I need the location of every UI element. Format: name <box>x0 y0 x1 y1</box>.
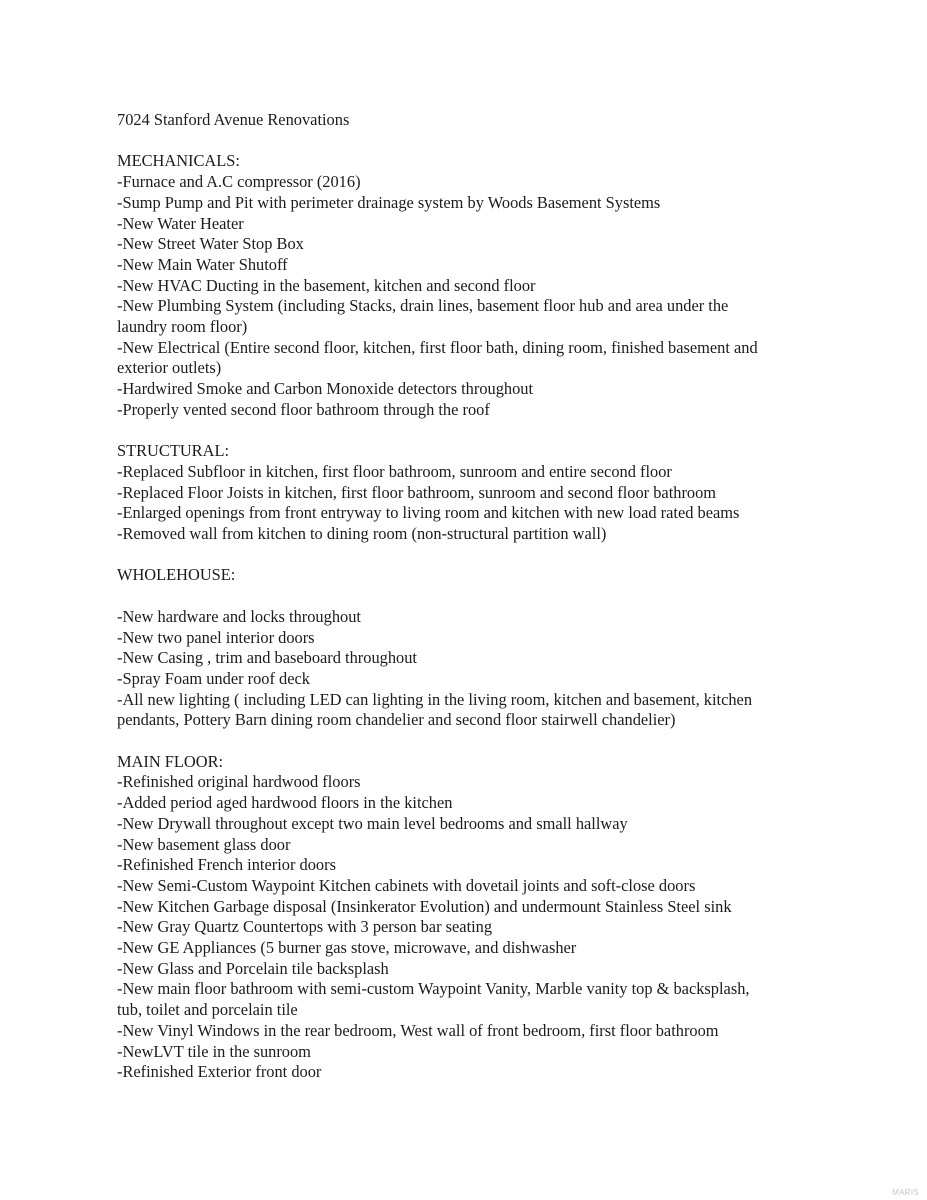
list-item: -New main floor bathroom with semi-custom Waypoint Vanity, Marble vanity top & backsplash, <box>117 979 750 999</box>
list-item: -New Kitchen Garbage disposal (Insinkerator Evolution) and undermount Stainless Steel sink <box>117 896 732 916</box>
list-item: -New HVAC Ducting in the basement, kitchen and second floor <box>117 275 536 295</box>
spacer <box>117 131 897 152</box>
list-item: -New basement glass door <box>117 834 291 854</box>
spacer <box>117 731 897 752</box>
list-item: -New Gray Quartz Countertops with 3 person bar seating <box>117 917 493 937</box>
list-item: -NewLVT tile in the sunroom <box>117 1041 311 1061</box>
spacer <box>117 545 897 566</box>
list-item: -Furnace and A.C compressor (2016) <box>117 172 361 192</box>
list-item: -New Plumbing System (including Stacks, drain lines, basement floor hub and area under the <box>117 296 729 316</box>
document-title: 7024 Stanford Avenue Renovations <box>117 110 350 129</box>
list-item: -Refinished original hardwood floors <box>117 772 361 792</box>
list-item: -Removed wall from kitchen to dining room (non-structural partition wall) <box>117 524 607 544</box>
list-item: -Hardwired Smoke and Carbon Monoxide detectors throughout <box>117 379 534 399</box>
list-item: -Spray Foam under roof deck <box>117 668 310 688</box>
list-item: -New Drywall throughout except two main level bedrooms and small hallway <box>117 813 628 833</box>
list-item: -Sump Pump and Pit with perimeter drainage system by Woods Basement Systems <box>117 192 661 212</box>
list-item: -New two panel interior doors <box>117 627 315 647</box>
list-item-continuation: tub, toilet and porcelain tile <box>117 1000 298 1020</box>
list-item: -Added period aged hardwood floors in the kitchen <box>117 793 453 813</box>
list-item: -New Casing , trim and baseboard throughout <box>117 648 417 668</box>
list-item: -New Vinyl Windows in the rear bedroom, West wall of front bedroom, first floor bathroom <box>117 1020 719 1040</box>
spacer <box>117 421 897 442</box>
list-item-continuation: exterior outlets) <box>117 358 222 378</box>
list-item: -New GE Appliances (5 burner gas stove, microwave, and dishwasher <box>117 938 577 958</box>
section-mechanicals <box>117 151 897 420</box>
list-item: -New Water Heater <box>117 213 244 233</box>
list-item: -New Street Water Stop Box <box>117 234 304 254</box>
section-heading: WHOLEHOUSE: <box>117 565 236 585</box>
section-heading: STRUCTURAL: <box>117 441 230 461</box>
list-item: -All new lighting ( including LED can lighting in the living room, kitchen and basement, kitchen <box>117 689 753 709</box>
list-item: -Refinished Exterior front door <box>117 1062 322 1082</box>
section-wholehouse <box>117 565 897 731</box>
list-item: -New Main Water Shutoff <box>117 254 288 274</box>
list-item: -New hardware and locks throughout <box>117 606 361 626</box>
list-item-continuation: laundry room floor) <box>117 317 248 337</box>
list-item: -New Electrical (Entire second floor, kitchen, first floor bath, dining room, finished basement and <box>117 337 758 357</box>
list-item: -New Semi-Custom Waypoint Kitchen cabinets with dovetail joints and soft-close doors <box>117 875 696 895</box>
list-item: -Replaced Subfloor in kitchen, first floor bathroom, sunroom and entire second floor <box>117 461 672 481</box>
section-structural <box>117 441 897 545</box>
spacer <box>117 586 897 607</box>
document-body <box>117 110 897 1083</box>
watermark: MARIS <box>892 1188 919 1197</box>
list-item-continuation: pendants, Pottery Barn dining room chandelier and second floor stairwell chandelier) <box>117 710 676 730</box>
list-item: -Refinished French interior doors <box>117 855 336 875</box>
section-heading: MAIN FLOOR: <box>117 751 224 771</box>
section-heading: MECHANICALS: <box>117 151 240 171</box>
list-item: -Enlarged openings from front entryway to living room and kitchen with new load rated beams <box>117 503 740 523</box>
list-item: -Properly vented second floor bathroom through the roof <box>117 399 490 419</box>
list-item: -Replaced Floor Joists in kitchen, first floor bathroom, sunroom and second floor bathroom <box>117 482 717 502</box>
list-item: -New Glass and Porcelain tile backsplash <box>117 958 389 978</box>
section-main-floor <box>117 752 897 1083</box>
